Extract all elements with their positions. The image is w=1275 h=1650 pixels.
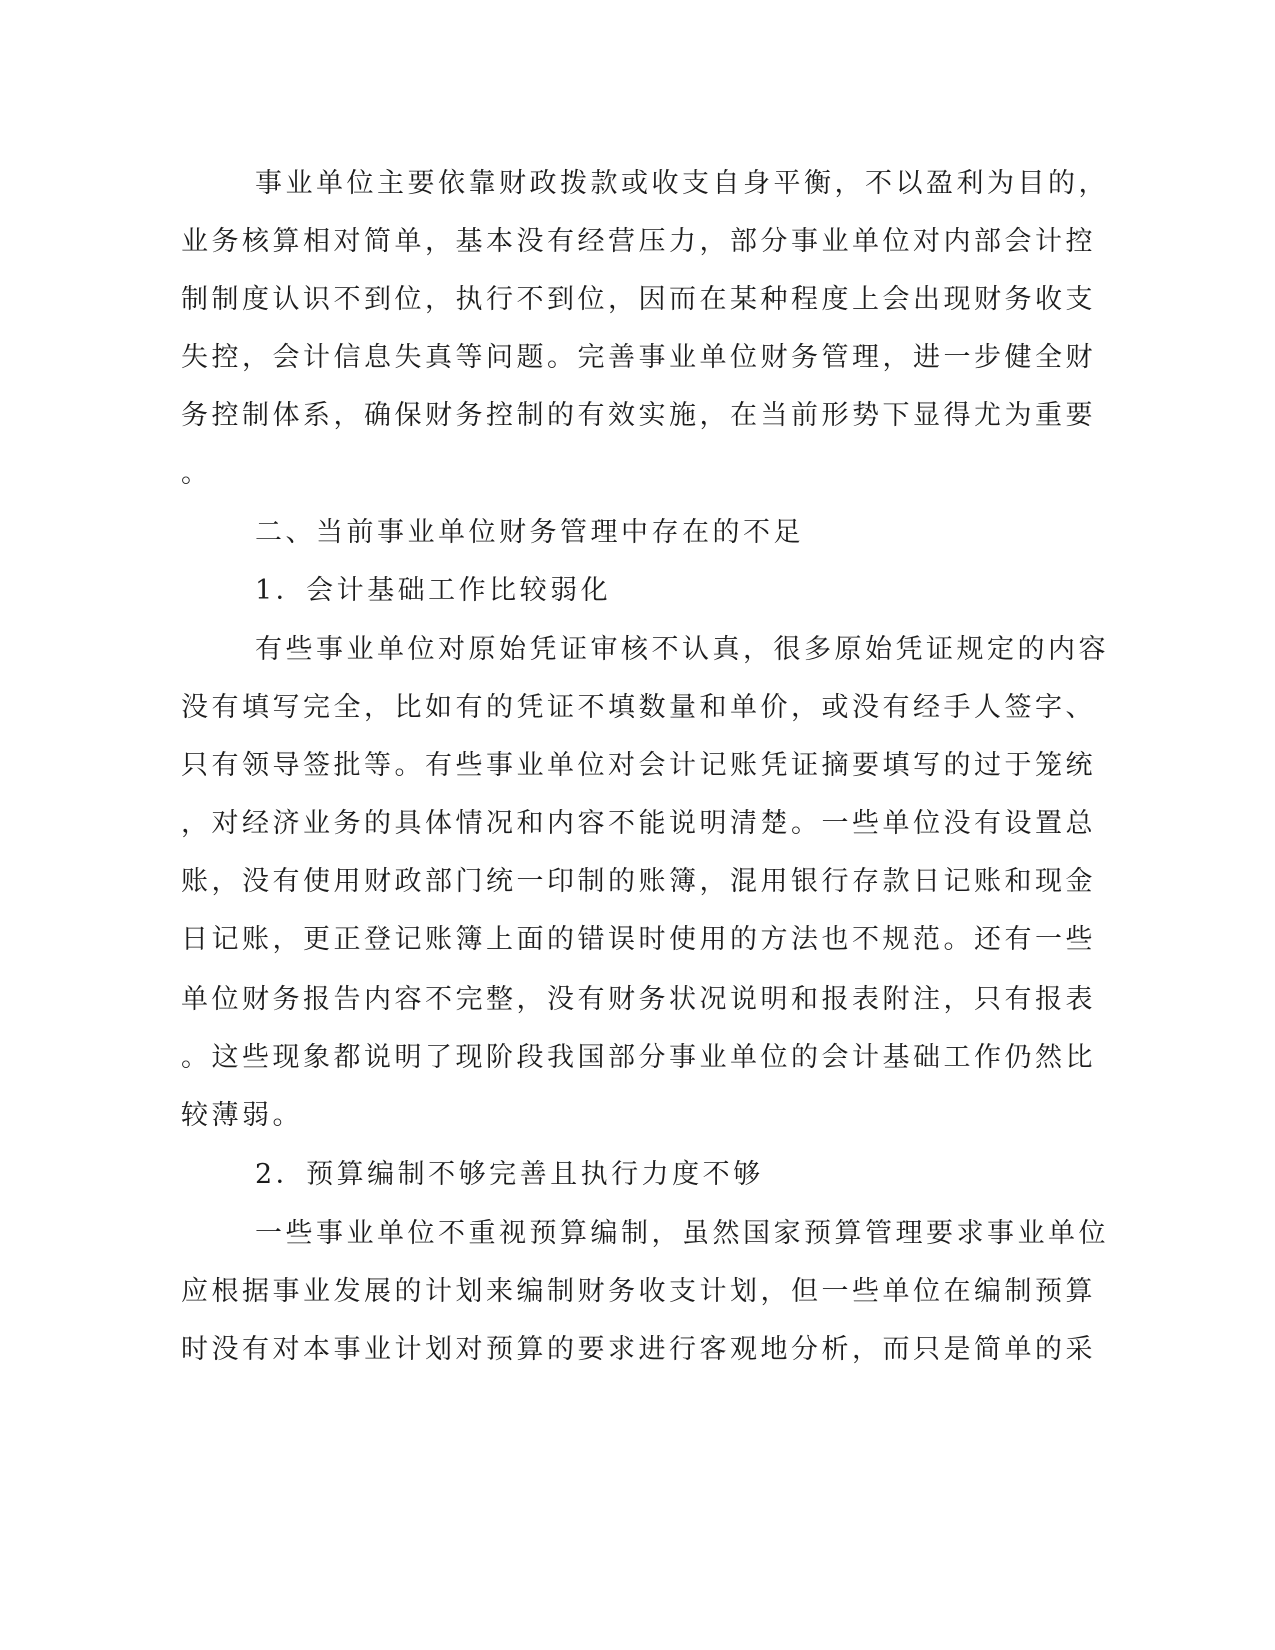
paragraph-1-line-5: 务控制体系，确保财务控制的有效实施，在当前形势下显得尤为重要 — [181, 400, 1096, 431]
section-heading: 二、当前事业单位财务管理中存在的不足 — [255, 517, 804, 548]
paragraph-3-line-2: 应根据事业发展的计划来编制财务收支计划，但一些单位在编制预算 — [181, 1276, 1096, 1307]
paragraph-2-line-9: 较薄弱。 — [181, 1100, 303, 1131]
paragraph-2-line-1: 有些事业单位对原始凭证审核不认真，很多原始凭证规定的内容 — [255, 634, 1109, 665]
subheading-2: 2．预算编制不够完善且执行力度不够 — [255, 1159, 764, 1190]
paragraph-2-line-8: 。这些现象都说明了现阶段我国部分事业单位的会计基础工作仍然比 — [181, 1042, 1096, 1073]
paragraph-3-line-1: 一些事业单位不重视预算编制，虽然国家预算管理要求事业单位 — [255, 1218, 1109, 1249]
paragraph-1-line-6: 。 — [181, 458, 212, 489]
paragraph-2-line-3: 只有领导签批等。有些事业单位对会计记账凭证摘要填写的过于笼统 — [181, 750, 1096, 781]
paragraph-2-line-4: ，对经济业务的具体情况和内容不能说明清楚。一些单位没有设置总 — [181, 808, 1096, 839]
paragraph-1-line-3: 制制度认识不到位，执行不到位，因而在某种程度上会出现财务收支 — [181, 284, 1096, 315]
paragraph-2-line-7: 单位财务报告内容不完整，没有财务状况说明和报表附注，只有报表 — [181, 984, 1096, 1015]
paragraph-2-line-2: 没有填写完全，比如有的凭证不填数量和单价，或没有经手人签字、 — [181, 692, 1096, 723]
paragraph-1-line-2: 业务核算相对简单，基本没有经营压力，部分事业单位对内部会计控 — [181, 226, 1096, 257]
paragraph-2-line-5: 账，没有使用财政部门统一印制的账簿，混用银行存款日记账和现金 — [181, 866, 1096, 897]
subheading-1: 1．会计基础工作比较弱化 — [255, 575, 612, 606]
paragraph-3-line-3: 时没有对本事业计划对预算的要求进行客观地分析，而只是简单的采 — [181, 1334, 1096, 1365]
paragraph-1-line-4: 失控，会计信息失真等问题。完善事业单位财务管理，进一步健全财 — [181, 342, 1096, 373]
paragraph-2-line-6: 日记账，更正登记账簿上面的错误时使用的方法也不规范。还有一些 — [181, 924, 1096, 955]
paragraph-1-line-1: 事业单位主要依靠财政拨款或收支自身平衡，不以盈利为目的， — [255, 168, 1109, 199]
